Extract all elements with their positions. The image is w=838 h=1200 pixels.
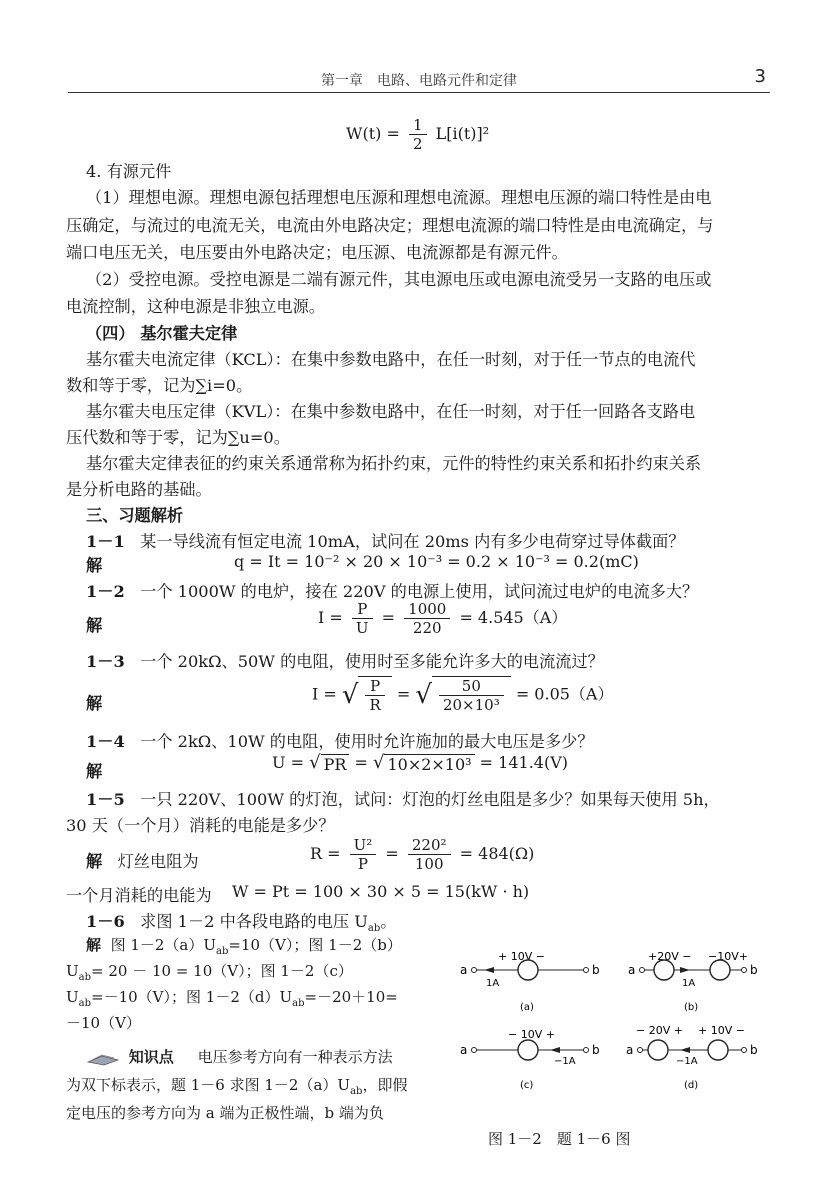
circuit-panel-b <box>628 950 758 1013</box>
current-arrow-icon <box>680 1047 690 1053</box>
solution-line <box>86 934 402 957</box>
formula-lhs: W(t) = <box>346 124 400 143</box>
subscript: ab <box>216 946 229 957</box>
exercise-number: 1－2 <box>86 582 125 601</box>
knowledge-point <box>86 1046 393 1067</box>
terminal-node <box>472 1048 477 1053</box>
subscript: ab <box>367 923 381 935</box>
terminal-node <box>584 968 589 973</box>
fraction-denominator: U <box>355 619 369 637</box>
knowledge-text: 为双下标表示，题 1－6 求图 1－2（a）U <box>66 1076 351 1094</box>
terminal-a-label: a <box>460 1043 468 1057</box>
terminal-node <box>742 1048 747 1053</box>
solution-line <box>66 986 398 1009</box>
fraction-numerator: 1 <box>409 116 427 135</box>
panel-label-c: (c) <box>520 1080 534 1091</box>
section-heading: 4. 有源元件 <box>86 162 172 181</box>
paragraph-line: 压代数和等于零，记为∑u=0。 <box>66 428 290 447</box>
exercise-number: 1－6 <box>86 912 125 931</box>
fraction-denominator: 2 <box>412 135 423 153</box>
terminal-b-label: b <box>750 963 758 977</box>
solution-text: 一个月消耗的电能为 <box>66 886 212 905</box>
voltage-label: − 10V + <box>508 1028 555 1041</box>
subscript: ab <box>350 1086 363 1097</box>
fraction <box>350 836 377 873</box>
paragraph-line: 基尔霍夫定律表征的约束关系通常称为拓扑约束，元件的特性约束关系和拓扑约束关系 <box>86 454 702 473</box>
subscript: ab <box>78 998 92 1009</box>
question-text: 一个 1000W 的电炉，接在 220V 的电源上使用，试问流过电炉的电流多大？ <box>140 582 699 601</box>
current-label: 1A <box>486 978 500 989</box>
current-arrow-icon <box>550 1047 560 1053</box>
page-number: 3 <box>754 66 766 87</box>
terminal-node <box>638 1048 643 1053</box>
equals-sign: = <box>381 608 396 627</box>
section-heading: 三、习题解析 <box>86 506 184 525</box>
knowledge-text: ，即假 <box>362 1076 408 1094</box>
exercise-number: 1－5 <box>86 790 125 809</box>
paragraph-line: 是分析电路的基础。 <box>66 480 212 499</box>
exercise-solution <box>86 690 102 714</box>
voltage-label: +20V − <box>648 950 692 963</box>
current-arrow-icon <box>680 967 690 973</box>
fraction-numerator: P <box>365 677 384 696</box>
exercise-number: 1－4 <box>86 732 125 751</box>
sqrt-body <box>432 676 511 714</box>
sqrt-icon: √ <box>372 752 385 773</box>
solution-formula: W = Pt = 100 × 30 × 5 = 15(kW · h) <box>232 882 530 901</box>
terminal-a-label: a <box>628 963 636 977</box>
formula-rhs: = 4.545（A） <box>459 608 568 627</box>
fraction <box>365 677 384 714</box>
chapter-title: 第一章 电路、电路元件和定律 <box>321 73 517 89</box>
fraction <box>409 116 427 153</box>
terminal-node <box>742 968 747 973</box>
solution-text: 图 1－2（a）U <box>110 936 217 954</box>
terminal-node <box>640 968 645 973</box>
solution-text: =－20＋10= <box>304 988 398 1006</box>
circuit-panel-c <box>460 1028 600 1091</box>
solution-label: 解 <box>86 616 103 635</box>
question-text: 一个 2kΩ、10W 的电阻，使用时允许施加的最大电压是多少？ <box>140 732 594 751</box>
panel-label-b: (b) <box>684 1002 699 1013</box>
question-text: 某一导线流有恒定电流 10mA，试问在 20ms 内有多少电荷穿过导体截面？ <box>140 532 685 551</box>
paragraph-line: 基尔霍夫电压定律（KVL）：在集中参数电路中，在任一时刻，对于任一回路各支路电 <box>86 402 696 421</box>
solution-text: 灯丝电阻为 <box>117 852 199 871</box>
exercise-number: 1－1 <box>86 532 125 551</box>
panel-label-a: (a) <box>520 1002 534 1013</box>
book-icon <box>86 1050 120 1066</box>
voltage-source-icon <box>518 960 538 980</box>
solution-line <box>66 882 212 906</box>
fraction-numerator: 220² <box>408 836 451 855</box>
exercise-question <box>86 648 604 672</box>
voltage-label: + 10V − <box>498 950 545 963</box>
fraction <box>439 677 504 714</box>
terminal-node <box>472 968 477 973</box>
fraction-denominator: 220 <box>412 619 442 637</box>
formula-lhs: U = <box>272 753 304 772</box>
subscript: ab <box>78 972 92 983</box>
equals-sign: = <box>354 753 368 772</box>
sqrt-icon: √ <box>309 752 321 773</box>
terminal-node <box>584 1048 589 1053</box>
equals-sign: = <box>396 684 411 704</box>
circuit-panel-d <box>626 1024 758 1091</box>
circuit-figure <box>454 932 784 1122</box>
question-text: 30 天（一个月）消耗的电能是多少？ <box>66 816 335 835</box>
solution-text: U <box>66 988 79 1006</box>
voltage-source-icon <box>710 960 730 980</box>
section-heading: （四） 基尔霍夫定律 <box>86 324 238 343</box>
circuit-panel-a <box>460 950 600 1013</box>
solution-label: 解 <box>86 852 103 871</box>
solution-line: －10（V） <box>66 1014 141 1032</box>
solution-label: 解 <box>86 694 103 713</box>
paragraph-line: 基尔霍夫电流定律（KCL）：在集中参数电路中，在任一时刻，对于任一节点的电流代 <box>86 350 696 369</box>
current-label: −1A <box>676 1056 698 1067</box>
fraction-denominator: 100 <box>414 855 444 873</box>
fraction-numerator: U² <box>350 836 377 855</box>
equals-sign: = <box>385 844 399 863</box>
fraction <box>404 600 450 637</box>
fraction-numerator: 50 <box>439 677 504 696</box>
panel-label-d: (d) <box>684 1080 699 1091</box>
knowledge-text: 电压参考方向有一种表示方法 <box>197 1048 393 1066</box>
solution-formula <box>318 600 567 637</box>
paragraph-line: 端口电压无关，电压要由外电路决定；电压源、电流源都是有源元件。 <box>66 243 568 262</box>
sqrt-body: 10×2×10³ <box>384 754 474 774</box>
sqrt-body: PR <box>321 754 350 774</box>
solution-formula <box>272 752 568 774</box>
solution-text: =10（V）；图 1－2（b） <box>228 936 402 954</box>
solution-label: 解 <box>86 936 102 954</box>
solution-text: U <box>66 962 79 980</box>
exercise-question <box>86 728 594 752</box>
question-text: 一只 220V、100W 的灯泡，试问：灯泡的灯丝电阻是多少？如果每天使用 5h， <box>140 790 720 809</box>
sqrt-icon: √ <box>341 680 359 710</box>
figure-caption: 图 1－2 题 1－6 图 <box>488 1130 631 1148</box>
exercise-solution <box>86 612 102 636</box>
fraction-numerator: P <box>352 600 373 619</box>
terminal-b-label: b <box>592 1043 600 1057</box>
exercise-question: 1－6 求图 1－2 中各段电路的电压 $U_{ab}$。 <box>86 912 397 935</box>
page-header <box>68 66 770 93</box>
solution-line <box>66 960 353 983</box>
solution-text: =－10（V）；图 1－2（d）U <box>91 988 293 1006</box>
subscript: ab <box>292 998 305 1009</box>
knowledge-label: 知识点 <box>128 1048 174 1066</box>
solution-label: 解 <box>86 556 103 575</box>
paragraph-line: 数和等于零，记为∑i=0。 <box>66 376 253 395</box>
energy-formula <box>346 116 489 153</box>
knowledge-line <box>66 1074 407 1097</box>
solution-label: 解 <box>86 762 103 781</box>
voltage-source-icon <box>648 1040 668 1060</box>
paragraph-line: 电流控制，这种电源是非独立电源。 <box>66 297 325 316</box>
exercise-solution <box>86 848 199 872</box>
current-label: 1A <box>682 978 696 989</box>
terminal-a-label: a <box>460 963 468 977</box>
paragraph-line: （2）受控电源。受控电源是二端有源元件，其电源电压或电源电流受另一支路的电压或 <box>86 270 712 289</box>
terminal-a-label: a <box>626 1043 634 1057</box>
voltage-label: −10V+ <box>708 950 748 963</box>
formula-rhs: = 484(Ω) <box>459 844 535 863</box>
exercise-question <box>86 578 698 602</box>
fraction-denominator: 20×10³ <box>442 696 500 714</box>
current-arrow-icon <box>484 967 494 973</box>
formula-lhs: R = <box>310 844 341 863</box>
voltage-source-icon <box>654 960 674 980</box>
terminal-b-label: b <box>592 963 600 977</box>
paragraph-line: 压确定，与流过的电流无关，电流由外电路决定；理想电流源的端口特性是由电流确定，与 <box>66 216 714 235</box>
sqrt-icon: √ <box>415 680 432 710</box>
exercise-solution <box>86 758 102 782</box>
sqrt-body <box>358 676 391 714</box>
question-text: 一个 20kΩ、50W 的电阻，使用时至多能允许多大的电流流过？ <box>140 652 604 671</box>
fraction <box>408 836 451 873</box>
voltage-label: + 10V − <box>698 1024 745 1037</box>
formula-lhs: I = <box>312 684 337 704</box>
fraction-denominator: P <box>357 855 369 873</box>
terminal-b-label: b <box>750 1043 758 1057</box>
solution-formula <box>310 836 534 873</box>
fraction-numerator: 1000 <box>404 600 450 619</box>
voltage-source-icon <box>708 1040 728 1060</box>
exercise-question <box>86 786 720 810</box>
formula-rhs: = 141.4(V) <box>479 753 569 772</box>
solution-formula: q = It = 10⁻² × 20 × 10⁻³ = 0.2 × 10⁻³ = 0.2(mC) <box>234 552 639 571</box>
paragraph-line: （1）理想电源。理想电源包括理想电压源和理想电流源。理想电压源的端口特性是由电 <box>86 188 712 207</box>
formula-lhs: I = <box>318 608 343 627</box>
formula-rhs: = 0.05（A） <box>515 684 614 704</box>
exercise-solution <box>86 552 102 576</box>
current-label: −1A <box>554 1056 576 1067</box>
question-text: 求图 1－2 中各段电路的电压 U <box>140 912 368 931</box>
knowledge-line: 定电压的参考方向为 a 端为正极性端，b 端为负 <box>66 1104 384 1122</box>
exercise-question <box>86 528 685 552</box>
solution-formula <box>312 676 614 714</box>
fraction <box>352 600 373 637</box>
exercise-number: 1－3 <box>86 652 125 671</box>
voltage-source-icon <box>518 1040 538 1060</box>
solution-text: = 20 － 10 = 10（V）；图 1－2（c） <box>91 962 353 980</box>
fraction-denominator: R <box>369 696 381 714</box>
voltage-label: − 20V + <box>636 1024 683 1037</box>
formula-rhs: L[i(t)]² <box>435 124 490 143</box>
